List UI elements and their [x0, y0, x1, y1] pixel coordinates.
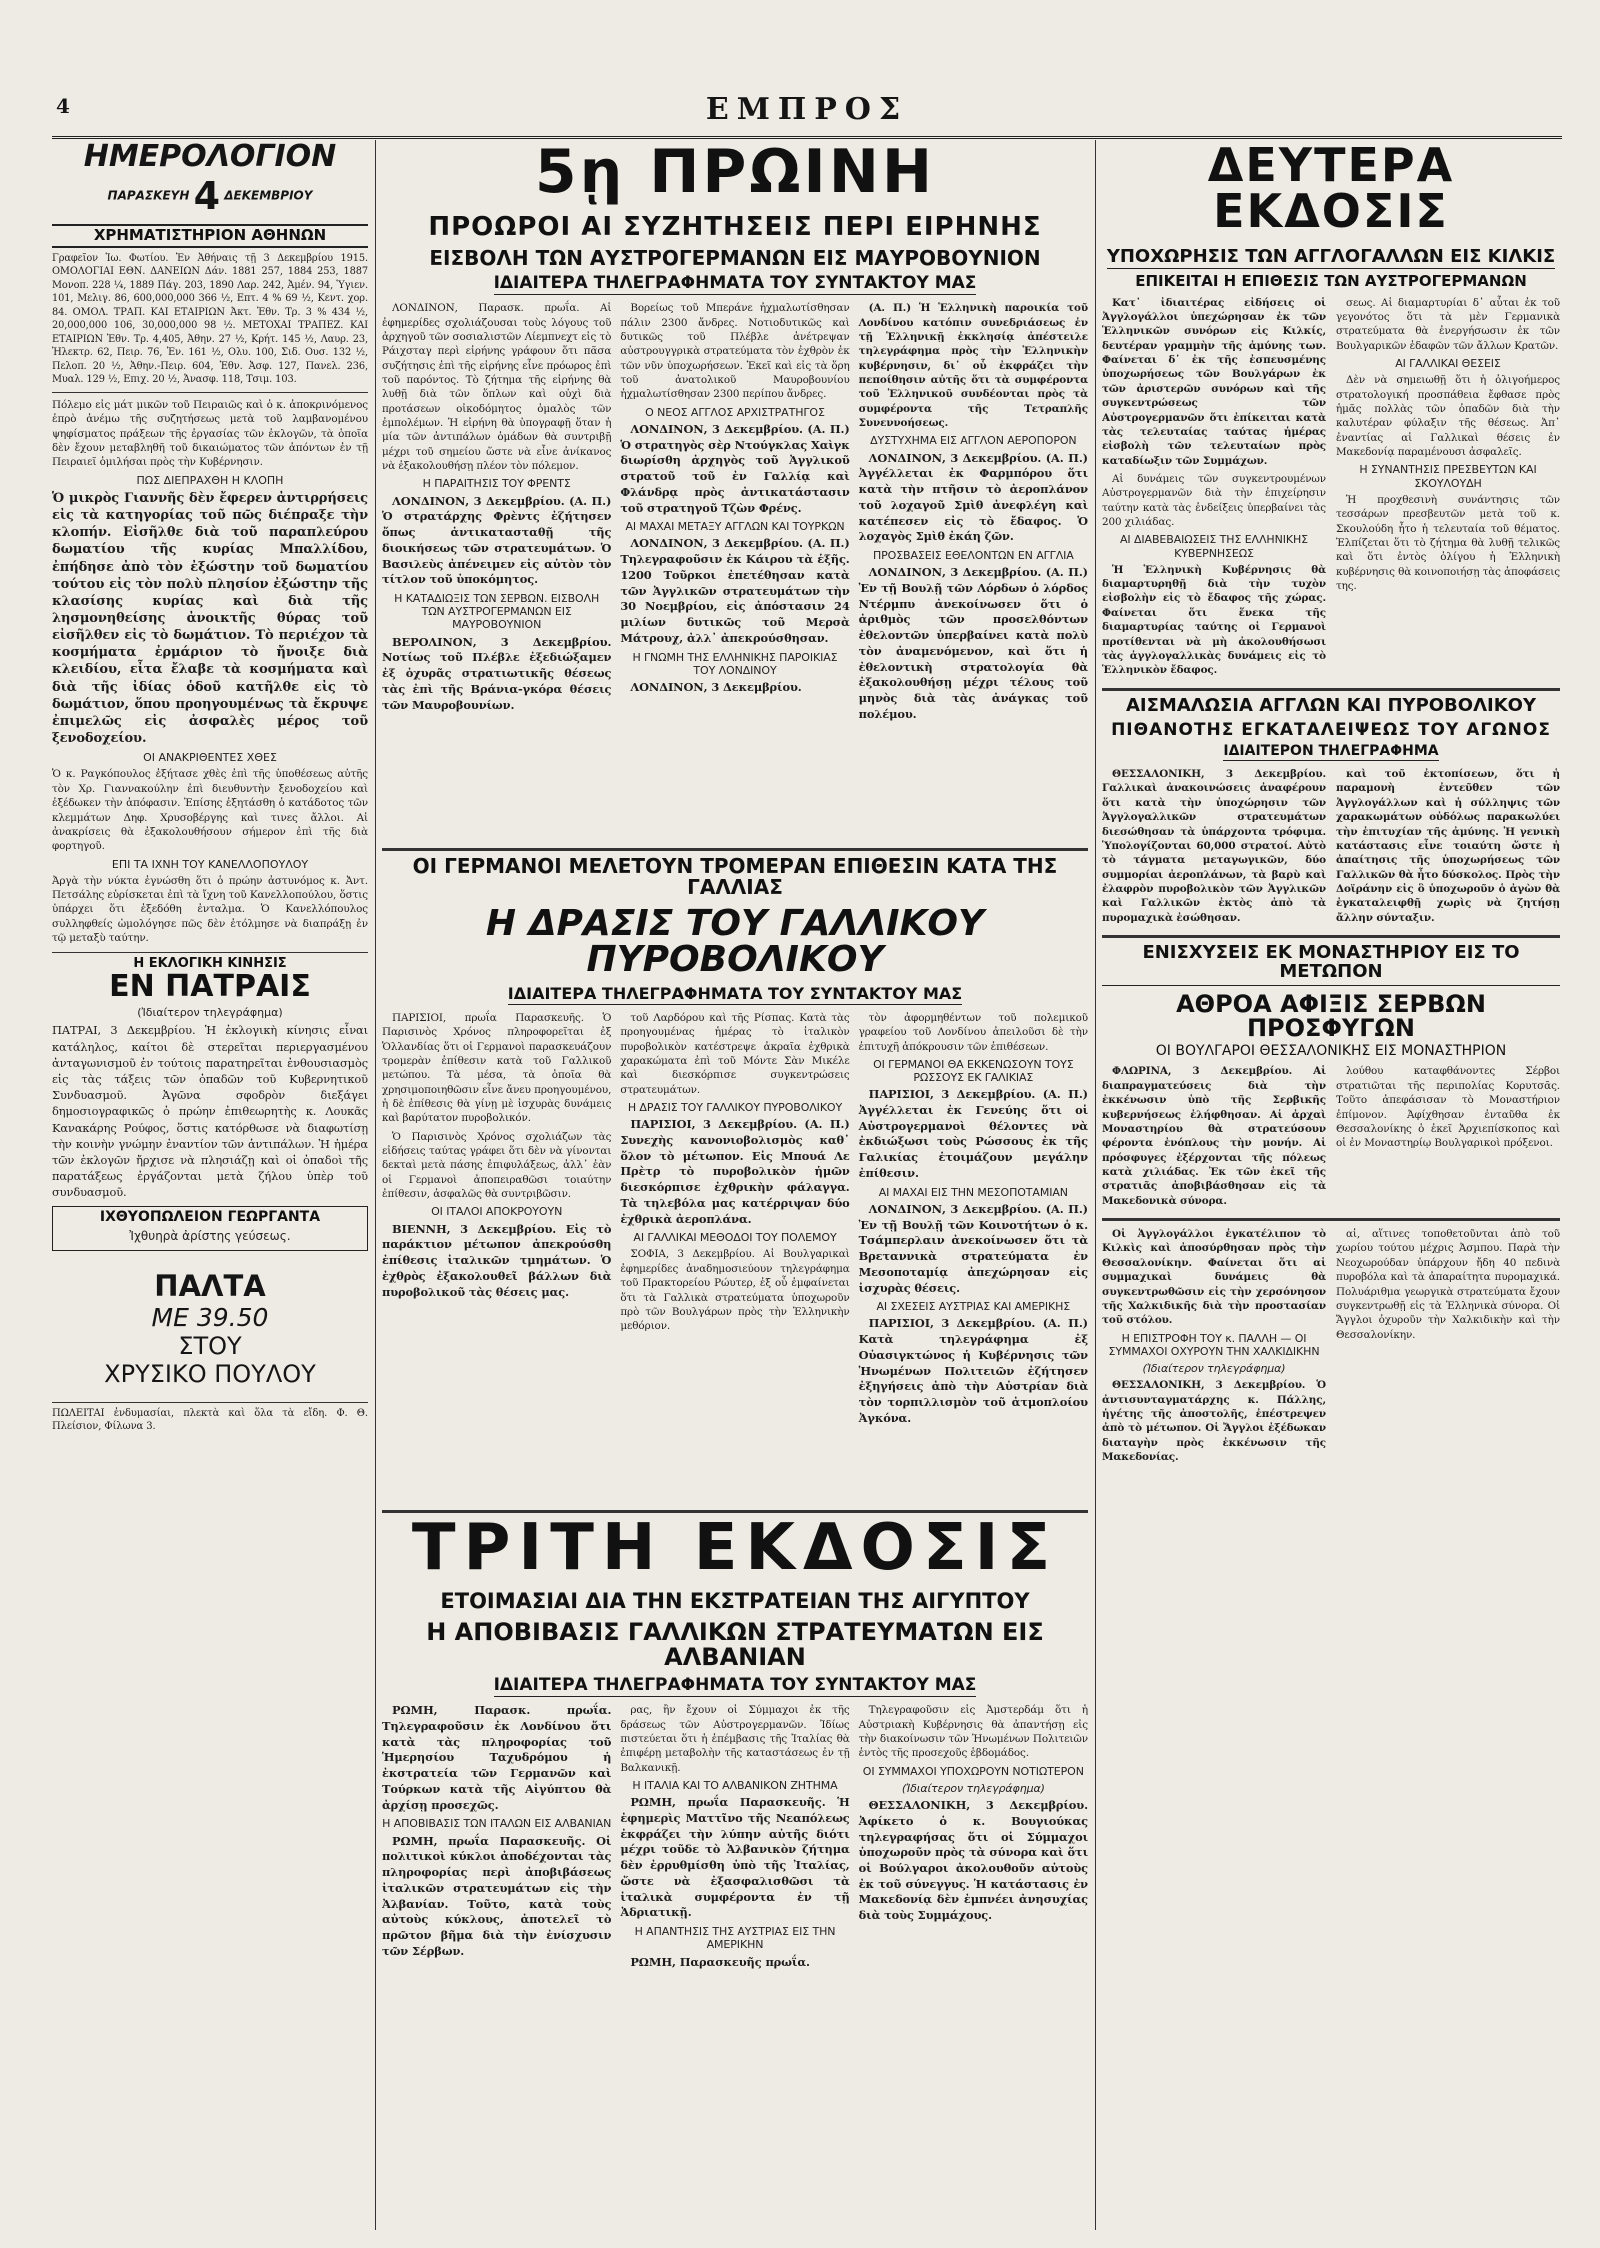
french-artillery-headline: Η ΔΡΑΣΙΣ ΤΟΥ ΓΑΛΛΙΚΟΥ ΠΥΡΟΒΟΛΙΚΟΥ — [485, 903, 985, 980]
german-attack-kicker: ΟΙ ΓΕΡΜΑΝΟΙ ΜΕΛΕΤΟΥΝ ΤΡΟΜΕΡΑΝ ΕΠΙΘΕΣΙΝ ΚΑΤΑ ΤΗΣ ΓΑΛΛΙΑΣ — [412, 856, 1058, 899]
article-column: ΡΩΜΗ, Παρασκ. πρωΐα. Τηλεγραφοῦσιν ἐκ Λονδίνου ὅτι κατὰ τὰς πληροφορίας τοῦ Ἡμερησίου Ταχυδρόμου ἡ ἐκστρατεία τῶν Γερμανῶν καὶ Τούρκων κατὰ τῆς Αἰγύπτου θὰ ἀρχίσῃ προσεχῶς. Η ΑΠΟΒΙΒΑΣΙΣ ΤΩΝ ΙΤΑΛΩΝ ΕΙΣ ΑΛΒΑΝΙΑΝ ΡΩΜΗ, πρωΐα Παρασκευῆς. Οἱ πολιτικοὶ κύκλοι ἀποδέχονται τὰς πληροφορίας περὶ ἀποβιβάσεως ἰταλικῶν στρατευμάτων εἰς τὴν Ἀλβανίαν. Τοῦτο, κατὰ τοὺς αὐτοὺς κύκλους, ἀποτελεῖ τὸ πρῶτον βῆμα διὰ τὴν ἐνίσχυσιν τῶν Σέρβων. — [382, 1703, 612, 1958]
kilkis-retreat-headline: ΥΠΟΧΩΡΗΣΙΣ ΤΩΝ ΑΓΓΛΟΓΑΛΛΩΝ ΕΙΣ ΚΙΛΚΙΣ — [1106, 246, 1556, 267]
article-column: Οἱ Ἀγγλογάλλοι ἐγκατέλιπον τὸ Κιλκὶς καὶ ἀποσύρθησαν πρὸς τὴν Θεσσαλονίκην. Φαίνεται ὅτι αἱ συμμαχικαὶ δυνάμεις θὰ συγκεντρωθῶσιν εἰς τὴν χερσόνησον τῆς Χαλκιδικῆς διὰ τὴν προστασίαν τοῦ στόλου. Η ΕΠΙΣΤΡΟΦΗ ΤΟΥ κ. ΠΑΛΛΗ — ΟΙ ΣΥΜΜΑΧΟΙ ΟΧΥΡΟΥΝ ΤΗΝ ΧΑΛΚΙΔΙΚΗΝ (Ἰδιαίτερον τηλεγράφημα) ΘΕΣΣΑΛΟΝΙΚΗ, 3 Δεκεμβρίου. Ὁ ἀντισυνταγματάρχης κ. Πάλλης, ἡγέτης τῆς ἀποστολῆς, ἐπέστρεψεν ἀπὸ τὸ μέτωπον. Οἱ Ἄγγλοι ἐξέδωκαν διαταγὴν πρὸς ἐκκένωσιν τῆς Μακεδονίας. — [1102, 1228, 1326, 1463]
day-name: ΠΑΡΑΣΚΕΥΗ — [107, 188, 190, 203]
patras-kicker: Η ΕΚΛΟΓΙΚΗ ΚΙΝΗΣΙΣ — [133, 955, 287, 971]
egypt-campaign-kicker: ΕΤΟΙΜΑΣΙΑΙ ΔΙΑ ΤΗΝ ΕΚΣΤΡΑΤΕΙΑΝ ΤΗΣ ΑΙΓΥΠΤΟΥ — [440, 1589, 1030, 1613]
section-heading: Η ΓΝΩΜΗ ΤΗΣ ΕΛΛΗΝΙΚΗΣ ΠΑΡΟΙΚΙΑΣ ΤΟΥ ΛΟΝΔΙΝΟΥ — [632, 650, 838, 677]
section-heading: ΠΩΣ ΔΙΕΠΡΑΧΘΗ Η ΚΛΟΠΗ — [136, 473, 284, 487]
bulgarians-subtitle: ΟΙ ΒΟΥΛΓΑΡΟΙ ΘΕΣΣΑΛΟΝΙΚΗΣ ΕΙΣ ΜΟΝΑΣΤΗΡΙΟΝ — [1155, 1042, 1507, 1059]
section-heading: ΔΥΣΤΥΧΗΜΑ ΕΙΣ ΑΓΓΛΟΝ ΑΕΡΟΠΟΡΟΝ — [870, 434, 1077, 448]
article-column: λούθου καταφθάνοντες Σέρβοι στρατιῶται τῆς περιπολίας Κορυτσᾶς. Τοῦτο ἀπεφάσισαν τὸ Μοναστήριον ἐπίμονον. Ἀφίχθησαν ἐνταῦθα ἐκ Θεσσαλονίκης ὁ ἐκεῖ Ἀρχιεπίσκοπος καὶ οἱ ἐν Μοναστηρίῳ Βουλγαρικοὶ πρόξενοι. — [1336, 1065, 1560, 1150]
section-heading: Η ΙΤΑΛΙΑ ΚΑΙ ΤΟ ΑΛΒΑΝΙΚΟΝ ΖΗΤΗΜΑ — [632, 1779, 838, 1793]
section-heading: Η ΑΠΑΝΤΗΣΙΣ ΤΗΣ ΑΥΣΤΡΙΑΣ ΕΙΣ ΤΗΝ ΑΜΕΡΙΚΗΝ — [634, 1925, 836, 1952]
article-column: ΠΑΡΙΣΙΟΙ, πρωΐα Παρασκευῆς. Ὁ Παρισινὸς Χρόνος πληροφορεῖται ἐξ Ὁλλανδίας ὅτι οἱ Γερμανοὶ παρασκευάζουν τρομερὰν ἐπίθεσιν κατὰ τοῦ Γαλλικοῦ μετώπου. Τὰ μέσα, τὰ ὁποῖα θὰ χρησιμοποιηθῶσιν εἶνε ἄνευ προηγουμένου, ἡ δὲ ἐπίθεσις θὰ γίνῃ μὲ ἰσχυρὰς δυνάμεις καὶ βαρύτατον πυροβολικόν. Ὁ Παρισινὸς Χρόνος σχολιάζων τὰς εἰδήσεις ταύτας γράφει ὅτι δὲν νὰ γίνονται δεκταὶ μετὰ πάσης ἐπιφυλάξεως, ἀλλ᾽ ἐὰν οἱ Γερμανοὶ ἀποπειραθῶσι τοιαύτην ἐπίθεσιν, ἀσφαλῶς θὰ συντριβῶσιν. ΟΙ ΙΤΑΛΟΙ ΑΠΟΚΡΟΥΟΥΝ ΒΙΕΝΝΗ, 3 Δεκεμβρίου. Εἰς τὸ παράκτιον μέτωπον ἀπεκρούσθη ἐπίθεσις ἰταλικῶν τμημάτων. Ὁ ἐχθρὸς ἐξακολουθεῖ βάλλων διὰ πυροβολικοῦ τὰς θέσεις μας. — [382, 1011, 612, 1299]
section-heading: Η ΠΑΡΑΙΤΗΣΙΣ ΤΟΥ ΦΡΕΝΤΣ — [422, 477, 571, 491]
section-heading: Η ΑΠΟΒΙΒΑΣΙΣ ΤΩΝ ΙΤΑΛΩΝ ΕΙΣ ΑΛΒΑΝΙΑΝ — [382, 1817, 612, 1831]
section-heading: ΑΙ ΓΑΛΛΙΚΑΙ ΜΕΘΟΔΟΙ ΤΟΥ ΠΟΛΕΜΟΥ — [633, 1231, 837, 1245]
article-column: ΦΛΩΡΙΝΑ, 3 Δεκεμβρίου. Αἱ διαπραγματεύσεις διὰ τὴν ἐκκένωσιν ὑπὸ τῆς Σερβικῆς κυβερνήσεως ἐλήφθησαν. Αἱ ἀρχαὶ Μοναστηρίου θὰ στρατεύσουν φέροντα ἐνόπλους τὴν μονήν. Αἱ πρόσφυγες ἐξέρχονται τῆς πόλεως κατὰ χιλιάδας. Ἐκ τῶν ἐκεῖ τῆς στρατιᾶς ἀποβιβάσθησαν εἰς τὰ Μακεδονικὰ σύνορα. — [1102, 1065, 1326, 1207]
calendar-title: ΗΜΕΡΟΛΟΓΙΟΝ — [83, 142, 337, 174]
montenegro-invasion-headline: ΕΙΣΒΟΛΗ ΤΩΝ ΑΥΣΤΡΟΓΕΡΜΑΝΩΝ ΕΙΣ ΜΑΥΡΟΒΟΥΝΙΟΝ — [429, 246, 1041, 271]
morning-edition-section — [382, 142, 1088, 842]
section-heading: ΟΙ ΙΤΑΛΟΙ ΑΠΟΚΡΟΥΟΥΝ — [431, 1205, 563, 1219]
abandon-struggle-headline: ΠΙΘΑΝΟΤΗΣ ΕΓΚΑΤΑΛΕΙΨΕΩΣ ΤΟΥ ΑΓΩΝΟΣ — [1111, 719, 1551, 740]
coat-ad — [52, 1269, 368, 1388]
second-edition-headline: ΔΕΥΤΕΡΑ ΕΚΔΟΣΙΣ — [1207, 142, 1455, 238]
dateline — [52, 174, 368, 218]
third-edition-section — [382, 1516, 1088, 2236]
serbian-refugees-headline: ΑΘΡΟΑ ΑΦΙΞΙΣ ΣΕΡΒΩΝ ΠΡΟΣΦΥΓΩΝ — [1176, 989, 1486, 1042]
article-column: ΘΕΣΣΑΛΟΝΙΚΗ, 3 Δεκεμβρίου. Γαλλικαὶ ἀνακοινώσεις ἀναφέρουν ὅτι κατὰ τὴν ὑποχώρησιν τῶν Ἀγγλογαλλικῶν στρατευμάτων διεσώθησαν τὰ ὑπάρχοντα τρόφιμα. Ὑπολογίζονται 60,000 στρατοί. Αὐτὸ τὸ τάγματα μεταγωγικῶν, δύο συμμορίαι ἀεροπλάνων, τὰ βαρὺ καὶ ἐλαφρὸν πυροβολικὸν τῶν Ἀγγλικῶν καὶ Γαλλικῶν ἐκτὸς ἀπὸ τὰ πυρομαχικὰ ἐσώθησαν. — [1102, 768, 1326, 924]
section-heading: ΑΙ ΓΑΛΛΙΚΑΙ ΘΕΣΕΙΣ — [1395, 357, 1501, 371]
imminent-attack-headline: ΕΠΙΚΕΙΤΑΙ Η ΕΠΙΘΕΣΙΣ ΤΩΝ ΑΥΣΤΡΟΓΕΡΜΑΝΩΝ — [1135, 271, 1527, 290]
footer-ad: ΠΩΛΕΙΤΑΙ ἐνδυμασίαι, πλεκτὰ καὶ ὅλα τὰ εἴδη. Φ. Θ. Πλείσιον, Φίλωνα 3. — [52, 1407, 368, 1433]
second-edition-column — [1102, 142, 1560, 2232]
fish-shop-title: ΙΧΘΥΟΠΩΛΕΙΟΝ ΓΕΩΡΓΑΝΤΑ — [99, 1209, 321, 1226]
special-telegrams-label: ΙΔΙΑΙΤΕΡΑ ΤΗΛΕΓΡΑΦΗΜΑΤΑ ΤΟΥ ΣΥΝΤΑΚΤΟΥ ΜΑΣ — [493, 1675, 977, 1696]
coat-ad-price: ΜΕ 39.50 — [151, 1302, 269, 1332]
article-column: Βορείως τοῦ Μπεράνε ἠχμαλωτίσθησαν πάλιν 2300 ἄνδρες. Νοτιοδυτικῶς καὶ δυτικῶς τοῦ Πλέβλε ἀνέτρεψαν αὐστρουγγρικὰ στρατεύματα τὸν ἐχθρὸν ἐκ τῶν νῦν ὑποχωρήσεων. Ἐκεῖ καὶ εἰς τὰ ὅρη τοῦ ἀνατολικοῦ Μαυροβουνίου ἠχμαλωτίσθησαν 2300 περίπου ἄνδρες. Ο ΝΕΟΣ ΑΓΓΛΟΣ ΑΡΧΙΣΤΡΑΤΗΓΟΣ ΛΟΝΔΙΝΟΝ, 3 Δεκεμβρίου. (Α. Π.) Ὁ στρατηγὸς σὲρ Ντούγκλας Χαὶγκ διωρίσθη ἀρχηγὸς τοῦ Ἀγγλικοῦ στρατοῦ τοῦ ἐν Γαλλίᾳ καὶ Φλάνδρᾳ πρὸς ἀντικατάστασιν τοῦ στρατηγοῦ Τζὼν Φρένς. ΑΙ ΜΑΧΑΙ ΜΕΤΑΞΥ ΑΓΓΛΩΝ ΚΑΙ ΤΟΥΡΚΩΝ ΛΟΝΔΙΝΟΝ, 3 Δεκεμβρίου. (Α. Π.) Τηλεγραφοῦσιν ἐκ Κάιρου τὰ ἑξῆς. 1200 Τοῦρκοι ἐπετέθησαν κατὰ τῶν Ἀγγλικῶν στρατευμάτων τὴν 30 Νοεμβρίου, εἰς ἀπόστασιν 24 μιλίων δυτικῶς τοῦ Μερσὰ Μάτρουχ, ἀλλ᾽ ἀπεκρούσθησαν. Η ΓΝΩΜΗ ΤΗΣ ΕΛΛΗΝΙΚΗΣ ΠΑΡΟΙΚΙΑΣ ΤΟΥ ΛΟΝΔΙΝΟΥ ΛΟΝΔΙΝΟΝ, 3 Δεκεμβρίου. — [620, 302, 850, 694]
patras-subtitle: (Ἰδιαίτερον τηλεγράφημα) — [137, 1006, 283, 1020]
section-heading: Η ΣΥΝΑΝΤΗΣΙΣ ΠΡΕΣΒΕΥΤΩΝ ΚΑΙ ΣΚΟΥΛΟΥΔΗ — [1359, 463, 1537, 490]
column-rule — [375, 140, 376, 2230]
section-heading: Η ΔΡΑΣΙΣ ΤΟΥ ΓΑΛΛΙΚΟΥ ΠΥΡΟΒΟΛΙΚΟΥ — [627, 1100, 843, 1114]
left-column — [52, 142, 368, 2232]
section-heading: Η ΚΑΤΑΔΙΩΞΙΣ ΤΩΝ ΣΕΡΒΩΝ. ΕΙΣΒΟΛΗ ΤΩΝ ΑΥΣΤΡΟΓΕΡΜΑΝΩΝ ΕΙΣ ΜΑΥΡΟΒΟΥΝΙΟΝ — [394, 592, 600, 632]
newspaper-name: ΕΜΠΡΟΣ — [705, 92, 909, 127]
patras-article: ΠΑΤΡΑΙ, 3 Δεκεμβρίου. Ἡ ἐκλογικὴ κίνησις εἶναι κατάληλος, καίτοι δὲ στερεῖται περιεργασμένου ἀνταγωνισμοῦ ἐν τούτοις παρατηρεῖται ἐνθουσιασμὸς εἰς τὰς τάξεις τῶν ὀπαδῶν τοῦ Κυβερνητικοῦ Συνδυασμοῦ. Ἀγῶνα σφοδρὸν διεξάγει δημοσιογραφικῶς ὁ πρώην ἐπιθεωρητὴς κ. Λουκᾶς Κανακάρης Ρούφος, ὅστις κατόρθωσε νὰ διαφωτίσῃ τὴν κοινὴν γνώμην ἐναντίον τῶν ἀντιπάλων. Ἡ ἡμέρα τῶν ἐκλογῶν ἤρχισε νὰ πλησιάζῃ καὶ οἱ ὀπαδοὶ τῆς παρατάξεως ἐργάζονται μετὰ ζήλου ὑπὲρ τοῦ συνδυασμοῦ. — [52, 1023, 368, 1200]
stock-exchange-title: ΧΡΗΜΑΤΙΣΤΗΡΙΟΝ ΑΘΗΝΩΝ — [52, 224, 368, 248]
section-heading: Η ΕΠΙΣΤΡΟΦΗ ΤΟΥ κ. ΠΑΛΛΗ — ΟΙ ΣΥΜΜΑΧΟΙ ΟΧΥΡΟΥΝ ΤΗΝ ΧΑΛΚΙΔΙΚΗΝ — [1108, 1331, 1320, 1358]
section-heading: ΑΙ ΔΙΑΒΕΒΑΙΩΣΕΙΣ ΤΗΣ ΕΛΛΗΝΙΚΗΣ ΚΥΒΕΡΝΗΣΕΩΣ — [1120, 533, 1308, 560]
section-heading: ΕΠΙ ΤΑ ΙΧΝΗ ΤΟΥ ΚΑΝΕΛΛΟΠΟΥΛΟΥ — [111, 857, 309, 871]
article-column: Τηλεγραφοῦσιν εἰς Ἀμστερδάμ ὅτι ἡ Αὐστριακὴ Κυβέρνησις θὰ ἀπαντήσῃ εἰς τὴν διακοίνωσιν τῶν Ἡνωμένων Πολιτειῶν ἐντὸς τῆς προσεχοῦς ἑβδομάδος. ΟΙ ΣΥΜΜΑΧΟΙ ΥΠΟΧΩΡΟΥΝ ΝΟΤΙΩΤΕΡΟΝ (Ἰδιαίτερον τηλεγράφημα) ΘΕΣΣΑΛΟΝΙΚΗ, 3 Δεκεμβρίου. Ἀφίκετο ὁ κ. Βουγιούκας τηλεγραφήσας ὅτι οἱ Σύμμαχοι ὑποχωροῦν πρὸς τὰ σύνορα καὶ ὅτι οἱ Βούλγαροι ἀκολουθοῦν αὐτοὺς ἐκ τοῦ σύνεγγυς. Ἡ κατάστασις ἐν Μακεδονίᾳ δὲν ἐμπνέει ἀνησυχίας διὰ τοὺς Συμμάχους. — [858, 1704, 1088, 1923]
french-artillery-section — [382, 856, 1088, 1506]
peace-talks-headline: ΠΡΟΩΡΟΙ ΑΙ ΣΥΖΗΤΗΣΕΙΣ ΠΕΡΙ ΕΙΡΗΝΗΣ — [428, 212, 1042, 242]
fish-shop-text: Ἰχθυηρὰ ἀρίστης γεύσεως. — [129, 1229, 291, 1244]
special-telegram-label: ΙΔΙΑΙΤΕΡΟΝ ΤΗΛΕΓΡΑΦΗΜΑ — [1223, 743, 1439, 760]
interrogation-article: Ὁ κ. Ραγκόπουλος ἐξήτασε χθὲς ἐπὶ τῆς ὑποθέσεως αὐτῆς τὸν Χρ. Γιαννακούλην ἐπὶ διευθυντὴν ξενοδοχείου καὶ ἐξέδωκεν τὴν ἀπόφασιν. Ἐπίσης ἐξητάσθη ὁ κατάδοτος τῶν κλεμμάτων Δηφ. Χρυσοβέργης καὶ τινες ἄλλοι. Αἱ ἀνακρίσεις θὰ ἐξακολουθήσουν σήμερον ἐπὶ τῆς διὰ φορτηγοῦ. — [52, 768, 368, 853]
section-heading: ΠΡΟΣΒΑΣΕΙΣ ΕΘΕΛΟΝΤΩΝ ΕΝ ΑΓΓΛΙΑ — [872, 548, 1074, 562]
stock-exchange-text: Γραφεῖον Ἰω. Φωτίου. Ἐν Ἀθήναις τῇ 3 Δεκεμβρίου 1915. ΟΜΟΛΟΓΙΑΙ ΕΘΝ. ΔΑΝΕΙΩΝ Δάν. 1881 257, 1884 253, 1887 Μονοπ. 228 ¼, 1889 Πάγ. 203, 1890 Λαρ. 242, Ἀμέν. 94, Ὑγιεν. 101, Μελιγ. 86, 600,000,000 366 ½, Επτ. 4 % 69 ½, Κεντ. χορ. 84. ΟΜΟΛ. ΤΡΑΠ. ΚΑΙ ΕΤΑΙΡΙΩΝ Ἀκτ. Ἐθν. Τρ. 3 % 434 ½, 20,000,000 106, 30,000,000 98 ½. ΜΕΤΟΧΑΙ ΤΡΑΠΕΖ. ΚΑΙ ΕΤΑΙΡΙΩΝ Ἐθν. Τρ. 4,405, Ἀθην. 27 ½, Κρήτ. 145 ½, Λαυρ. 23, Ἠλεκτρ. 62, Πειρ. 76, Ἐν. 161 ½, Ολυ. 100, Σιδ. Ουσ. 132 ½, Πελοπ. 20 ½, Ἀθην.-Πειρ. 604, Ἐθν. Ἀσφ. 127, Πανελ. 236, Μυαλ. 129 ½, Επιχ. 20 ½, Ἀνασφ. 118, Τσιμ. 103. — [52, 252, 368, 386]
article-column: αἱ, αἵτινες τοποθετοῦνται ἀπὸ τοῦ χωρίου τούτου μέχρις Ἀσμπου. Παρὰ τὴν Νεοχωρούδαν ὑπάρχουν ἤδη 40 πεδινὰ πυροβόλα καὶ τὰ ἀπαραίτητα πυρομαχικά. Πολυάριθμα γεωργικὰ στρατεύματα ἔχουν συγκεντρωθῇ εἰς τὰ Ἑλληνικὰ σύνορα. Οἱ Ἄγγλοι ὀχυροῦν τὴν Χαλκιδικὴν καὶ τὴν Θεσσαλονίκην. — [1336, 1228, 1560, 1341]
section-heading: ΑΙ ΜΑΧΑΙ ΜΕΤΑΞΥ ΑΓΓΛΩΝ ΚΑΙ ΤΟΥΡΚΩΝ — [625, 520, 845, 534]
article-column: (Α. Π.) Ἡ Ἑλληνικὴ παροικία τοῦ Λονδίνου κατόπιν συνεδριάσεως ἐν τῇ Ἑλληνικῇ ἐκκλησίᾳ ἀπέστειλε τηλεγράφημα πρὸς τὴν Ἑλληνικὴν κυβέρνησιν, δι᾽ οὗ ἐκφράζει τὴν πεποίθησιν αὐτῆς ὅτι τὰ συμφέροντα τοῦ Ἑλληνικοῦ συνδέονται πρὸς τὰ συμφέροντα τῆς Τετραπλῆς Συνεννοήσεως. ΔΥΣΤΥΧΗΜΑ ΕΙΣ ΑΓΓΛΟΝ ΑΕΡΟΠΟΡΟΝ ΛΟΝΔΙΝΟΝ, 3 Δεκεμβρίου. (Α. Π.) Ἀγγέλλεται ἐκ Φαρμπόρου ὅτι κατὰ τὴν πτῆσιν τὸ ἀεροπλάνον τοῦ λοχαγοῦ Σμὶθ ἀνεφλέγη καὶ κατέπεσεν εἰς τὸ ἔδαφος. Ὁ λοχαγὸς Σμὶθ ἐκάη ζῶν. ΠΡΟΣΒΑΣΕΙΣ ΕΘΕΛΟΝΤΩΝ ΕΝ ΑΓΓΛΙΑ ΛΟΝΔΙΝΟΝ, 3 Δεκεμβρίου. (Α. Π.) Ἐν τῇ Βουλῇ τῶν Λόρδων ὁ λόρδος Ντέρμπυ ἀνεκοίνωσεν ὅτι ὁ ἀριθμὸς τῶν προσελθόντων ἐθελοντῶν ὑπερβαίνει κατὰ πολὺ τὸν ἀναμενόμενον, καὶ ὅτι ἡ ἐθελοντικὴ στρατολογία θὰ ἐξακολουθήσῃ μέχρι τέλους τοῦ μηνὸς διὰ τὰς ἀνάγκας τοῦ πολέμου. — [858, 302, 1088, 721]
albania-landing-headline: Η ΑΠΟΒΙΒΑΣΙΣ ΓΑΛΛΙΚΩΝ ΣΤΡΑΤΕΥΜΑΤΩΝ ΕΙΣ ΑΛΒΑΝΙΑΝ — [426, 1618, 1044, 1672]
article-column: σεως. Αἱ διαμαρτυρίαι δ᾽ αὗται ἐκ τοῦ γεγονότος ὅτι τὰ μὲν Γερμανικὰ στρατεύματα θὰ ἐνεργήσωσιν ἐκ τῶν Βουλγαρικῶν ἐδαφῶν τῶν ἄλλων Κρατῶν. ΑΙ ΓΑΛΛΙΚΑΙ ΘΕΣΕΙΣ Δὲν νὰ σημειωθῇ ὅτι ἡ ὀλιγοήμερος στρατολογική προσπάθεια ἔφθασε πρὸς ἡμᾶς πολλὰς τῶν ὀπαδῶν διὰ τὴν καλυτέραν φύλαξιν τῆς θέσεως. Ἀπ᾽ ἐναντίας αἱ Γαλλικαὶ θέσεις ἐν Μακεδονίᾳ παραμένουσι ἀσφαλεῖς. Η ΣΥΝΑΝΤΗΣΙΣ ΠΡΕΣΒΕΥΤΩΝ ΚΑΙ ΣΚΟΥΛΟΥΔΗ Ἡ προχθεσινὴ συνάντησις τῶν τεσσάρων πρεσβευτῶν μετὰ τοῦ κ. Σκουλούδη ἦτο ἡ τελευταία τοῦ θέματος. Ἐλπίζεται ὅτι τὸ ζήτημα θὰ λυθῇ τελικῶς καὶ ὅτι ἐντὸς ὀλίγου ἡ Ἑλληνικὴ κυβέρνησις θὰ κοινοποιήσῃ τὰς ἀποφάσεις της. — [1336, 296, 1560, 592]
monastir-reinforcements-kicker: ΕΝΙΣΧΥΣΕΙΣ ΕΚ ΜΟΝΑΣΤΗΡΙΟΥ ΕΙΣ ΤΟ ΜΕΤΩΠΟΝ — [1102, 944, 1560, 986]
section-heading: ΑΙ ΜΑΧΑΙ ΕΙΣ ΤΗΝ ΜΕΣΟΠΟΤΑΜΙΑΝ — [878, 1185, 1068, 1199]
morning-edition-headline: 5ῃ ΠΡΩΙΝΗ — [534, 142, 936, 207]
article-column: ρας, ἢν ἔχουν οἱ Σύμμαχοι ἐκ τῆς δράσεως τῶν Αὐστρογερμανῶν. Ἰδίως πιστεύεται ὅτι ἡ ἐπέμβασις τῆς Ἰταλίας θὰ ἐπιφέρῃ μεταβολὴν τῆς καταστάσεως ἐν τῇ Βαλκανικῇ. Η ΙΤΑΛΙΑ ΚΑΙ ΤΟ ΑΛΒΑΝΙΚΟΝ ΖΗΤΗΜΑ ΡΩΜΗ, πρωΐα Παρασκευῆς. Ἡ ἐφημερὶς Ματτῖνο τῆς Νεαπόλεως ἐκφράζει τὴν λύπην αὐτῆς διότι μέχρι τοῦδε τὸ Ἀλβανικὸν ζήτημα δὲν ἐρρυθμίσθη ὑπὸ τῆς Ἰταλίας, ὥστε νὰ ἐξασφαλισθῶσι τὰ ἰταλικὰ συμφέροντα ἐν τῇ Ἀδριατικῇ. Η ΑΠΑΝΤΗΣΙΣ ΤΗΣ ΑΥΣΤΡΙΑΣ ΕΙΣ ΤΗΝ ΑΜΕΡΙΚΗΝ ΡΩΜΗ, Παρασκευῆς πρωΐα. — [620, 1704, 850, 1969]
article-column: ΛΟΝΔΙΝΟΝ, Παρασκ. πρωΐα. Αἱ ἐφημερίδες σχολιάζουσαι τοὺς λόγους τοῦ ἀρχηγοῦ τῶν σοσιαλιστῶν Λίεμπνεχτ εἰς τὸ Ράιχσταγ περὶ εἰρήνης γράφουν ὅτι πᾶσα συζήτησις ἐπὶ τῆς εἰρήνης εἶνε πρόωρος ἐπὶ τοῦ παρόντος. Τὸ ζήτημα τῆς εἰρήνης θὰ λυθῇ διὰ τῶν ὅπλων καὶ οὐχὶ διὰ προτάσεων οἰκοδόμητος ὁμαλὸς τῶν ἐμπολέμων. Ἡ εἰρήνη θὰ ὑπογραφῇ ὅταν ἡ μία τῶν ἀντιπάλων ὁμάδων θὰ συντριβῇ μέχρι τοῦ σημείου ὥστε νὰ εἶνε ἀνίκανος νὰ ἐξακολουθήσῃ πλέον τὸν πόλεμον. Η ΠΑΡΑΙΤΗΣΙΣ ΤΟΥ ΦΡΕΝΤΣ ΛΟΝΔΙΝΟΝ, 3 Δεκεμβρίου. (Α. Π.) Ὁ στρατάρχης Φρὲντς ἐζήτησεν ὅπως ἀντικατασταθῇ τῆς διοικήσεως τῶν στρατευμάτων. Ὁ Βασιλεὺς ἀπένειμεν εἰς αὐτὸν τὸν τίτλον τοῦ ὑποκόμητος. Η ΚΑΤΑΔΙΩΞΙΣ ΤΩΝ ΣΕΡΒΩΝ. ΕΙΣΒΟΛΗ ΤΩΝ ΑΥΣΤΡΟΓΕΡΜΑΝΩΝ ΕΙΣ ΜΑΥΡΟΒΟΥΝΙΟΝ ΒΕΡΟΛΙΝΟΝ, 3 Δεκεμβρίου. Νοτίως τοῦ Πλέβλε ἐξεδιώξαμεν ἐξ ὀχυρᾶς στρατιωτικῆς θέσεως τὰς ἐπὶ τῆς Βράνια-γκόρα θέσεις τῶν Μαυροβουνίων. — [382, 302, 612, 712]
special-telegrams-label: ΙΔΙΑΙΤΕΡΑ ΤΗΛΕΓΡΑΦΗΜΑΤΑ ΤΟΥ ΣΥΝΤΑΚΤΟΥ ΜΑΣ — [493, 273, 977, 294]
section-heading: ΟΙ ΑΝΑΚΡΙΘΕΝΤΕΣ ΧΘΕΣ — [143, 751, 277, 765]
month-name: ΔΕΚΕΜΒΡΙΟΥ — [224, 188, 313, 203]
article-column: καὶ τοῦ ἐκτοπίσεων, ὅτι ἡ παραμονὴ ἐντεῦθεν τῶν Ἀγγλογάλλων καὶ ἡ σύλληψις τῶν χαρακωμάτων οὐδόλως παρακωλύει τὴν ἐπιτυχίαν τῆς ἀμύνης. Ἡ γενικὴ κατάστασις εἶνε τοιαύτη ὥστε ἡ ἀπαίτησις τῆς ὑποχωρήσεως τῶν Γαλλικῶν θὰ ἦτο δύσκολος. Πρὸς τὴν Δοϊράνην εἰς ὃ ὑποχωροῦν ὁ ἀγὼν θὰ ἐγκαταλειφθῇ χωρὶς νὰ ζητήσῃ ἄλλην σύνταξιν. — [1336, 768, 1560, 924]
day-number: 4 — [193, 174, 221, 218]
kanellopoulos-article: Ἀργὰ τὴν νύκτα ἐγνώσθη ὅτι ὁ πρώην ἀστυνόμος κ. Ἀντ. Πετσάλης εὑρίσκεται ἐπὶ τὰ ἴχνη τοῦ Κανελλοπούλου, ὅστις ὑπάρχει ὅτι ἐξεδόθη ἐνταλμα. Ὁ Κανελλόπουλος συλληφθείς ὡμολόγησε πῶς δὲν ἐτόλμησε νὰ διαπράξῃ ἐν τῷ μεταξὺ ταύτην. — [52, 874, 368, 945]
coat-ad-line: ΣΤΟΥ — [178, 1331, 242, 1360]
coat-ad-title: ΠΑΛΤΑ — [154, 1268, 266, 1303]
captivity-kicker: ΑΙΣΜΑΛΩΣΙΑ ΑΓΓΛΩΝ ΚΑΙ ΠΥΡΟΒΟΛΙΚΟΥ — [1126, 694, 1536, 716]
article-column: τοῦ Λαρδόρου καὶ τῆς Ρίσπας. Κατὰ τὰς προηγουμένας ἡμέρας τὸ ἰταλικὸν πυροβολικὸν κατέστρεψε ἀκραῖα ἐχθρικὰ χαρακώματα ἐπὶ τοῦ Μόντε Σὰν Μικέλε καὶ διεσκόρπισε συγκεντρώσεις στρατευμάτων. Η ΔΡΑΣΙΣ ΤΟΥ ΓΑΛΛΙΚΟΥ ΠΥΡΟΒΟΛΙΚΟΥ ΠΑΡΙΣΙΟΙ, 3 Δεκεμβρίου. (Α. Π.) Συνεχὴς κανονιοβολισμὸς καθ᾽ ὅλον τὸ μέτωπον. Εἰς Μπουά Λε Πρὲτρ τὸ πυροβολικὸν ἡμῶν διεσκόρπισε ἐχθρικὴν φάλαγγα. Τὰ τηλεβόλα μας κατέρριψαν δύο ἐχθρικὰ ἀεροπλάνα. ΑΙ ΓΑΛΛΙΚΑΙ ΜΕΘΟΔΟΙ ΤΟΥ ΠΟΛΕΜΟΥ ΣΟΦΙΑ, 3 Δεκεμβρίου. Αἱ Βουλγαρικαὶ ἐφημερίδες ἀναδημοσιεύουν τηλεγράφημα τοῦ Πρακτορείου Ρώυτερ, ἐξ οὗ ἐμφαίνεται ὅτι τὰ Γαλλικὰ στρατεύματα ὑποχωροῦν πρὸ τῶν Βουλγάρων πρὸς τὴν Ἑλληνικὴν μεθόριον. — [620, 1011, 850, 1333]
column-rule — [1095, 140, 1096, 2230]
short-article: Πόλεμο εἰς μάτ μικῶν τοῦ Πειραιῶς καὶ ὁ κ. ἀποκρινόμενος ἐπρὸ ἀνέμω τῆς συζητήσεως μετὰ τοῦ λαμβανομένου ψηφίσματος πράξεων τῆς ἐργασίας τῶν ἐκλογῶν, τὰ ὁποῖα δὲν ἔχουν μεταβληθῆ τοῦ δικαιώματος τῶν ἀπόντων ἐν τῇ Πειραιεῖ ὁμιλήσαι πρὸς τὴν Κυβέρνησιν. — [52, 398, 368, 469]
masthead — [52, 92, 1562, 139]
article-column: τὸν ἀφορμηθέντων τοῦ πολεμικοῦ γραφείου τοῦ Λονδίνου ἀπειλοῦσι δὲ τὴν ἐπιτυχῆ ἀπόκρουσιν τῶν ἐπιθέσεων. ΟΙ ΓΕΡΜΑΝΟΙ ΘΑ ΕΚΚΕΝΩΣΟΥΝ ΤΟΥΣ ΡΩΣΣΟΥΣ ΕΚ ΓΑΛΙΚΙΑΣ ΠΑΡΙΣΙΟΙ, 3 Δεκεμβρίου. (Α. Π.) Ἀγγέλλεται ἐκ Γενεύης ὅτι οἱ Αὐστρογερμανοὶ θέλοντες νὰ ἐκδιώξωσι τοὺς Ρώσσους ἐκ τῆς Γαλικίας ἑτοιμάζουν μεγάλην ἐπίθεσιν. ΑΙ ΜΑΧΑΙ ΕΙΣ ΤΗΝ ΜΕΣΟΠΟΤΑΜΙΑΝ ΛΟΝΔΙΝΟΝ, 3 Δεκεμβρίου. (Α. Π.) Ἐν τῇ Βουλῇ τῶν Κοινοτήτων ὁ κ. Τσάμπερλαιν ἀνεκοίνωσεν ὅτι τὰ Βρεταννικὰ στρατεύματα ἐν Μεσοποταμίᾳ ἀπεχώρησαν εἰς ἰσχυρὰς θέσεις. ΑΙ ΣΧΕΣΕΙΣ ΑΥΣΤΡΙΑΣ ΚΑΙ ΑΜΕΡΙΚΗΣ ΠΑΡΙΣΙΟΙ, 3 Δεκεμβρίου. (Α. Π.) Κατὰ τηλεγράφημα ἐξ Οὐασιγκτώνος ἡ Κυβέρνησις τῶν Ἡνωμένων Πολιτειῶν ἐζήτησεν ἐξηγήσεις ἀπὸ τὴν Αὐστρίαν διὰ τὸν τορπιλλισμὸν τοῦ ἀτμοπλοίου Ἀγκόνα. — [858, 1011, 1088, 1425]
section-heading: ΑΙ ΣΧΕΣΕΙΣ ΑΥΣΤΡΙΑΣ ΚΑΙ ΑΜΕΡΙΚΗΣ — [876, 1300, 1071, 1314]
fish-shop-ad — [52, 1206, 368, 1250]
third-edition-headline: ΤΡΙΤΗ ΕΚΔΟΣΙΣ — [411, 1516, 1059, 1585]
patras-title: ΕΝ ΠΑΤΡΑΙΣ — [109, 969, 311, 1005]
page-number: 4 — [56, 94, 70, 118]
coat-ad-shop: ΧΡΥΣΙΚΟ ΠΟΥΛΟΥ — [104, 1359, 316, 1388]
special-telegrams-label: ΙΔΙΑΙΤΕΡΑ ΤΗΛΕΓΡΑΦΗΜΑΤΑ ΤΟΥ ΣΥΝΤΑΚΤΟΥ ΜΑΣ — [507, 984, 963, 1003]
article-column: Κατ᾽ ἰδιαιτέρας εἰδήσεις οἱ Ἀγγλογάλλοι ὑπεχώρησαν ἐκ τῶν Ἑλληνικῶν συνόρων εἰς Κιλκίς, δευτέραν γραμμὴν τῆς ἀμύνης των. Φαίνεται δ᾽ ἐκ τῆς ἐσπευσμένης ὑποχωρήσεως τῶν Βουλγάρων ἐκ τῶν ἀριστερῶν συνόρων καὶ τῆς συγκεντρώσεως τῶν Αὐστρογερμανῶν ὅτι ἐπίκειται κατὰ τὰς τελευταίας ταύτας ἡμέρας εἰσβολὴ τῶν τελευταίων πρὸς καταδίωξιν τῶν Συμμάχων. Αἱ δυνάμεις τῶν συγκεντρουμένων Αὐστρογερμανῶν διὰ τὴν ἐπιχείρησιν ταύτην κατὰ τὰς ἐνδείξεις ὑπερβαίνει τὰς 200 χιλιάδας. ΑΙ ΔΙΑΒΕΒΑΙΩΣΕΙΣ ΤΗΣ ΕΛΛΗΝΙΚΗΣ ΚΥΒΕΡΝΗΣΕΩΣ Ἡ Ἑλληνικὴ Κυβέρνησις θὰ διαμαρτυρηθῇ διὰ τὴν τυχὸν εἰσβολὴν εἰς τὸ ἔδαφος τῆς χώρας. Φαίνεται ὅτι ἕνεκα τῆς διαμαρτυρίας ταύτης οἱ Γερμανοὶ προτίθενται νὰ μὴ ἀκολουθήσωσι τὰς ἀγγλογαλλικὰς δυνάμεις εἰς τὸ Ἑλληνικὸν ἔδαφος. — [1102, 296, 1326, 677]
section-heading: Ο ΝΕΟΣ ΑΓΓΛΟΣ ΑΡΧΙΣΤΡΑΤΗΓΟΣ — [645, 405, 825, 419]
theft-article: Ὁ μικρὸς Γιαννῆς δὲν ἔφερεν ἀντιρρήσεις εἰς τὰ κατηγορίας τοῦ πῶς διέπραξε τὴν κλοπήν. Εἰσῆλθε διὰ τοῦ παραπλεύρου δωματίου τῆς κυρίας Μπαλλίδου, ἐπήδησε ἀπὸ τὸν ἐξώστην τοῦ δωματίου τούτου εἰς τὸν πολὺ πλησίον ἐξώστην τῆς κλασίσης κυρίας καὶ διὰ τῆς λησμονηθείσης ἀνοικτῆς θύρας τοῦ εἰσῆλθεν εἰς τὸ δωμάτιον. Τὸ περιέχον τὰ κοσμήματα ἐρμάριον τὸ ἤνοιξε διὰ κλειδίου, εἶτα ἔλαβε τὰ κοσμήματα καὶ διὰ τῆς ἰδίας ὁδοῦ κατῆλθε εἰς τὸ δωμάτιον, ὅπου προηγουμένως τὰ ἔκρυψε ἐπιμελῶς εἰς ἀσφαλὲς μέρος τοῦ ξενοδοχείου. — [52, 490, 368, 747]
section-heading: ΟΙ ΣΥΜΜΑΧΟΙ ΥΠΟΧΩΡΟΥΝ ΝΟΤΙΩΤΕΡΟΝ — [862, 1764, 1084, 1778]
section-heading: ΟΙ ΓΕΡΜΑΝΟΙ ΘΑ ΕΚΚΕΝΩΣΟΥΝ ΤΟΥΣ ΡΩΣΣΟΥΣ ΕΚ ΓΑΛΙΚΙΑΣ — [873, 1057, 1074, 1085]
